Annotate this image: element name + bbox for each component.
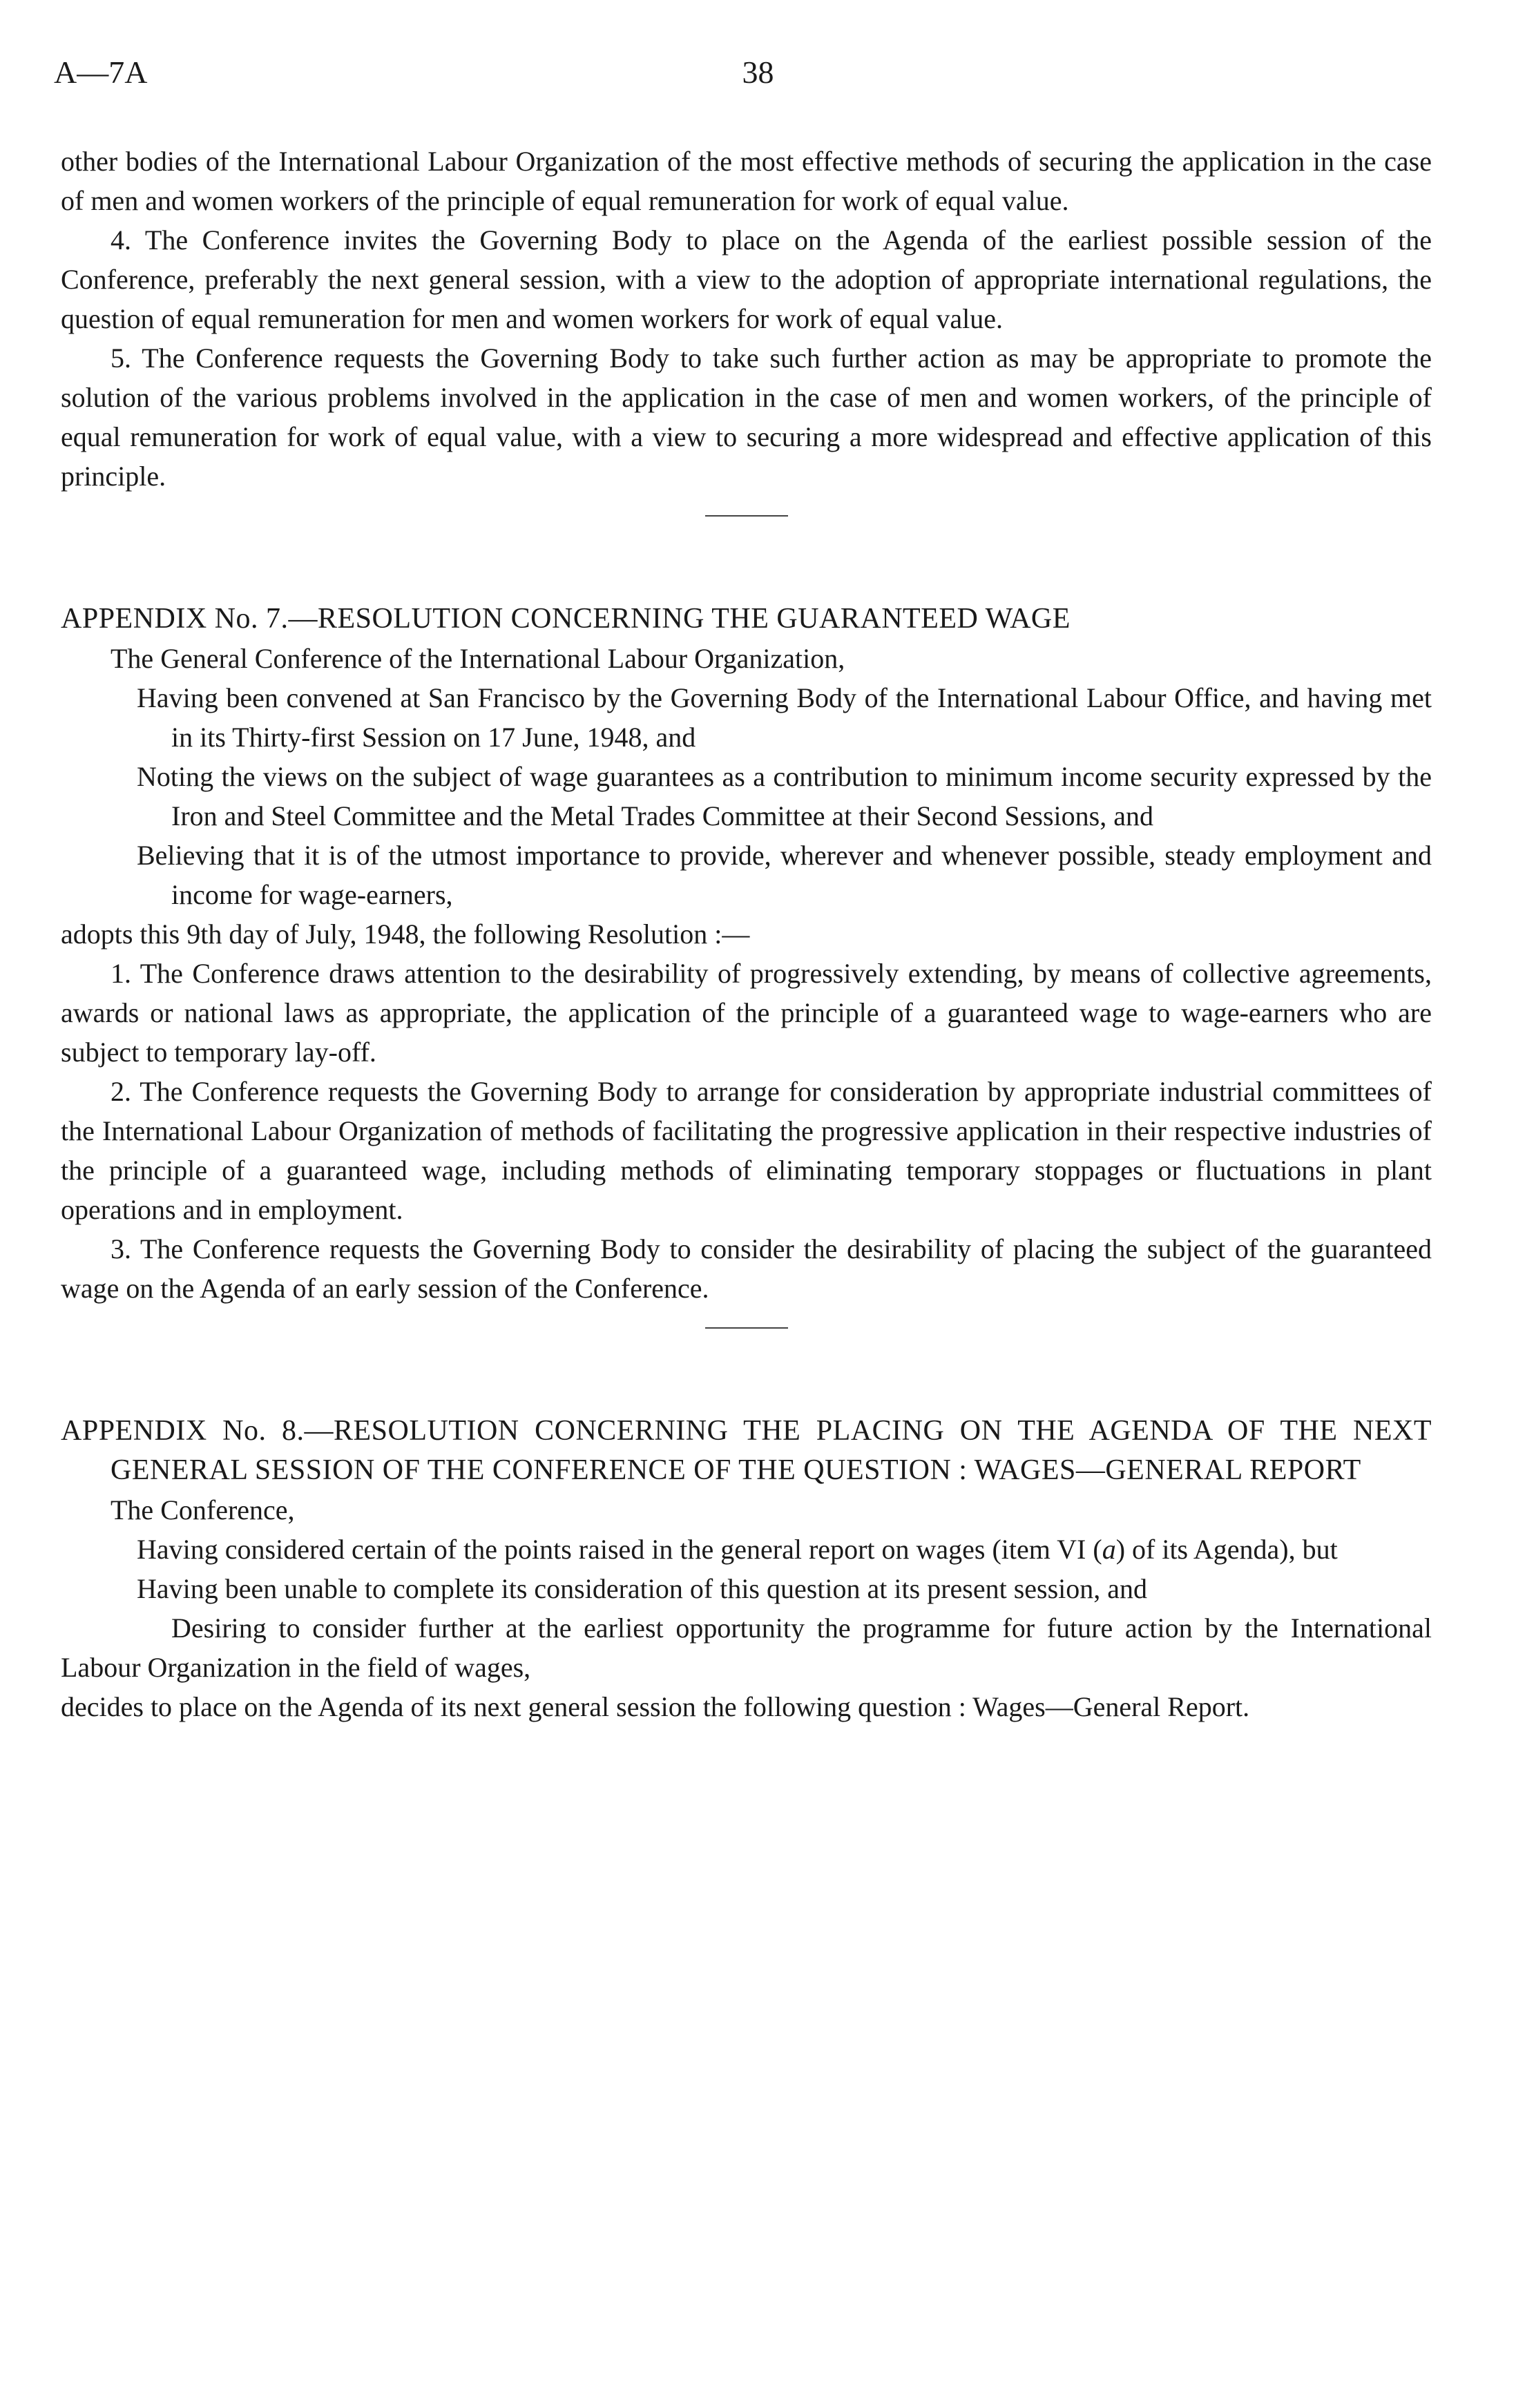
intro-paragraph: other bodies of the International Labour Organization of the most effective methods of securing the application in the case of men and women workers of the principle of equal remuneration for work of equal value.	[61, 146, 1432, 216]
appendix-7-paragraph-1: 1. The Conference draws attention to the desirability of progressively extending, by means of collective agreements, awards or national laws as appropriate, the application of the principle of a guaranteed wage to wage-earners who are subject to temporary lay-off.	[61, 958, 1432, 1068]
appendix-8-having-been: Having been unable to complete its consideration of this question at its present session, and	[137, 1573, 1148, 1604]
appendix-7-having: Having been convened at San Francisco by the Governing Body of the International Labour Office, and having met in its Thirty-first Session on 17 June, 1948, and	[137, 682, 1432, 753]
appendix-8-opening: The Conference,	[111, 1494, 295, 1525]
having-considered-tail: ) of its Agenda), but	[1115, 1534, 1338, 1565]
appendix-7-heading: APPENDIX No. 7.—RESOLUTION CONCERNING THE GUARANTEED WAGE	[61, 603, 1071, 635]
appendix-8-decides: decides to place on the Agenda of its next general session the following question : Wages—General Report.	[61, 1691, 1250, 1722]
section-divider	[705, 1327, 788, 1329]
section-divider	[705, 515, 788, 517]
page-body	[61, 142, 1432, 1726]
appendix-7-believing: Believing that it is of the utmost importance to provide, wherever and whenever possible, steady employment and income for wage-earners,	[137, 840, 1432, 910]
appendix-8-desiring: Desiring to consider further at the earliest opportunity the programme for future action by the International Labour Organization in the field of wages,	[61, 1612, 1432, 1683]
page-number: 38	[742, 55, 774, 90]
appendix-7-paragraph-2: 2. The Conference requests the Governing Body to arrange for consideration by appropriate industrial committees of the International Labour Organization of methods of facilitating the progressive application in their respective industries of the principle of a guaranteed wage, including methods of eliminating temporary stoppages or fluctuations in plant operations and in employment.	[61, 1076, 1432, 1225]
appendix-7-noting: Noting the views on the subject of wage guarantees as a contribution to minimum income security expressed by the Iron and Steel Committee and the Metal Trades Committee at their Second Sessions, and	[137, 761, 1432, 831]
item-letter: a	[1102, 1534, 1116, 1565]
intro-paragraph-4: 4. The Conference invites the Governing Body to place on the Agenda of the earliest possible session of the Conference, preferably the next general session, with a view to the adoption of appropriate international regulations, the question of equal remuneration for men and women workers for work of equal value.	[61, 224, 1432, 334]
appendix-7-opening: The General Conference of the International Labour Organization,	[111, 643, 845, 674]
page-header	[54, 54, 1462, 102]
having-considered-text: Having considered certain of the points raised in the general report on wages (item VI (	[137, 1534, 1102, 1565]
document-reference: A—7A	[54, 55, 148, 90]
intro-paragraph-5: 5. The Conference requests the Governing Body to take such further action as may be appropriate to promote the solution of the various problems involved in the application in the case of men and women workers, of the principle of equal remuneration for work of equal value, with a view to securing a more widespread and effective application of this principle.	[61, 343, 1432, 492]
appendix-7-paragraph-3: 3. The Conference requests the Governing Body to consider the desirability of placing the subject of the guaranteed wage on the Agenda of an early session of the Conference.	[61, 1233, 1432, 1304]
appendix-7-adopts: adopts this 9th day of July, 1948, the following Resolution :—	[61, 918, 750, 950]
appendix-8-having-considered	[61, 1530, 1432, 1569]
appendix-8-heading: APPENDIX No. 8.—RESOLUTION CONCERNING THE PLACING ON THE AGENDA OF THE NEXT GENERAL SESSION OF THE CONFERENCE OF THE QUESTION : WAGES—GENERAL REPORT	[61, 1415, 1432, 1486]
